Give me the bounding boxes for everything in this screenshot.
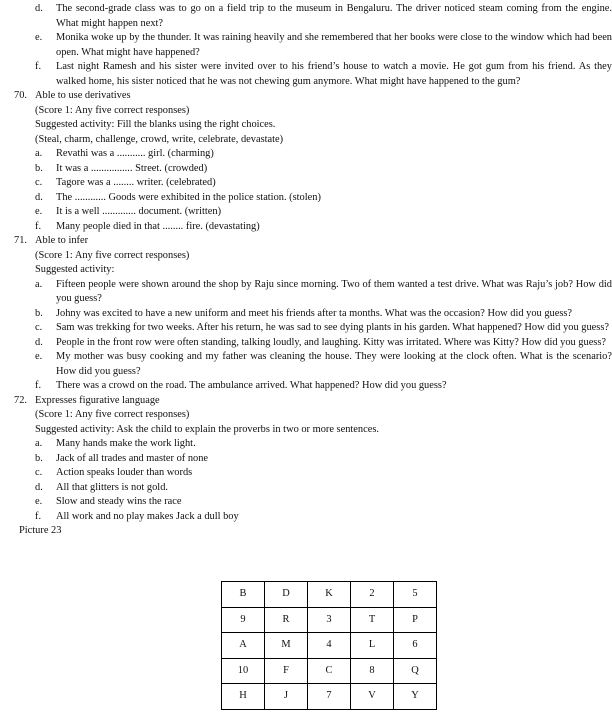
grid-cell: T — [351, 607, 394, 633]
list-item — [0, 307, 612, 322]
section-activity: Suggested activity: Fill the blanks using the right choices. — [35, 119, 276, 130]
grid-cell: 9 — [222, 607, 265, 633]
item-text: Last night Ramesh and his sister were invited over to his friend’s house to watch a movie. He got gum from his friend. As they walked home, his sister noticed that he was not chewing gum anymore. What might have happened to the gum? — [56, 61, 612, 87]
section-score: (Score 1: Any five correct responses) — [35, 104, 190, 116]
item-text: The second-grade class was to go on a field trip to the museum in Bengaluru. The driver noticed steam coming from the engine. What might happen next? — [56, 3, 612, 29]
section-heading — [0, 89, 612, 104]
section-activity: Suggested activity: Ask the child to explain the proverbs in two or more sentences. — [35, 423, 379, 435]
item-label: e. — [35, 206, 43, 217]
list-item — [0, 60, 612, 89]
item-label: f. — [35, 61, 42, 72]
grid-cell: D — [265, 582, 308, 608]
list-item — [0, 495, 612, 510]
section-score: (Score 1: Any five correct responses) — [35, 409, 190, 420]
list-item — [0, 336, 612, 351]
section-number: 71. — [14, 235, 27, 246]
item-label: e. — [35, 351, 43, 362]
list-item — [0, 191, 612, 206]
list-item — [0, 321, 612, 336]
grid-cell: A — [222, 633, 265, 659]
list-item — [0, 220, 612, 235]
grid-cell: 4 — [308, 633, 351, 659]
item-label: f. — [35, 380, 42, 391]
grid-row — [222, 684, 437, 710]
item-text: Fifteen people were shown around the shop by Raju since morning. Two of them wanted a test drive. What was Raju’s job? How did you guess? — [56, 278, 612, 304]
item-text: Revathi was a ........... girl. (charming) — [56, 148, 214, 159]
section-number: 72. — [14, 394, 27, 406]
item-text: Slow and steady wins the race — [56, 496, 182, 507]
letter-number-grid — [221, 581, 437, 710]
grid-cell: 2 — [351, 582, 394, 608]
grid-row — [222, 582, 437, 608]
grid-cell: 3 — [308, 607, 351, 633]
picture-caption: Picture 23 — [19, 525, 62, 536]
item-text: There was a crowd on the road. The ambulance arrived. What happened? How did you guess? — [56, 380, 447, 391]
list-item — [0, 437, 612, 452]
item-label: e. — [35, 32, 43, 43]
grid-cell: M — [265, 633, 308, 659]
item-label: d. — [35, 3, 43, 14]
item-label: f. — [35, 220, 42, 232]
item-text: My mother was busy cooking and my father was cleaning the house. They were looking at the clock often. What is the scenario? How did you guess? — [56, 351, 612, 377]
item-text: Action speaks louder than words — [56, 467, 193, 478]
item-text: It is a well ............. document. (written) — [56, 206, 222, 217]
section-score: (Score 1: Any five correct responses) — [35, 249, 190, 261]
grid-cell: 6 — [394, 633, 437, 659]
list-item — [0, 176, 612, 191]
item-label: d. — [35, 191, 43, 203]
item-label: c. — [35, 467, 43, 478]
grid-cell: V — [351, 684, 394, 710]
item-text: Many people died in that ........ fire. (devastating) — [56, 220, 260, 232]
list-item — [0, 31, 612, 60]
grid-cell: F — [265, 658, 308, 684]
item-text: Tagore was a ........ writer. (celebrated) — [56, 177, 216, 188]
list-item — [0, 2, 612, 31]
item-text: Monika woke up by the thunder. It was raining heavily and she remembered that her books were close to the window which had been open. What might have happened? — [56, 32, 612, 58]
item-label: f. — [35, 510, 42, 522]
item-label: b. — [35, 162, 43, 174]
grid-row — [222, 607, 437, 633]
item-label: a. — [35, 278, 43, 290]
list-item — [0, 379, 612, 394]
grid-cell: P — [394, 607, 437, 633]
item-text: All that glitters is not gold. — [56, 481, 168, 493]
section-choices: (Steal, charm, challenge, crowd, write, celebrate, devastate) — [35, 133, 284, 145]
item-text: Sam was trekking for two weeks. After his return, he was sad to see dying plants in his garden. What happened? How did you guess? — [56, 322, 609, 333]
item-label: a. — [35, 438, 43, 449]
grid-cell: L — [351, 633, 394, 659]
grid-cell: C — [308, 658, 351, 684]
grid-cell: 7 — [308, 684, 351, 710]
list-item — [0, 205, 612, 220]
item-label: c. — [35, 177, 43, 188]
item-text: Jack of all trades and master of none — [56, 452, 209, 464]
grid-cell: Q — [394, 658, 437, 684]
item-label: a. — [35, 148, 43, 159]
list-item — [0, 481, 612, 496]
item-text: People in the front row were often standing, talking loudly, and laughing. Kitty was irritated. Where was Kitty? How did you guess? — [56, 336, 607, 348]
grid-cell: 8 — [351, 658, 394, 684]
section-number: 70. — [14, 90, 27, 101]
grid-cell: 10 — [222, 658, 265, 684]
item-text: All work and no play makes Jack a dull boy — [56, 510, 239, 522]
list-item — [0, 162, 612, 177]
item-label: b. — [35, 307, 43, 319]
list-item — [0, 466, 612, 481]
item-label: b. — [35, 452, 43, 464]
list-item — [0, 510, 612, 525]
grid-cell: K — [308, 582, 351, 608]
list-item — [0, 452, 612, 467]
grid-cell: H — [222, 684, 265, 710]
item-label: d. — [35, 481, 43, 493]
grid-cell: B — [222, 582, 265, 608]
grid-cell: 5 — [394, 582, 437, 608]
item-text: Many hands make the work light. — [56, 438, 196, 449]
item-label: c. — [35, 322, 43, 333]
grid-row — [222, 658, 437, 684]
item-text: The ............ Goods were exhibited in the police station. (stolen) — [56, 191, 321, 203]
section-title: Expresses figurative language — [35, 394, 160, 406]
item-label: d. — [35, 336, 43, 348]
grid-row — [222, 633, 437, 659]
section-heading — [0, 234, 612, 249]
section-activity: Suggested activity: — [35, 264, 115, 275]
list-item — [0, 147, 612, 162]
document-page — [0, 2, 612, 539]
section-heading — [0, 394, 612, 409]
list-item — [0, 278, 612, 307]
grid-cell: R — [265, 607, 308, 633]
grid-cell: J — [265, 684, 308, 710]
item-label: e. — [35, 496, 43, 507]
section-title: Able to infer — [35, 235, 89, 246]
section-title: Able to use derivatives — [35, 90, 131, 101]
list-item — [0, 350, 612, 379]
item-text: It was a ................ Street. (crowded) — [56, 162, 208, 174]
item-text: Johny was excited to have a new uniform and meet his friends after ta months. What was the occasion? How did you guess? — [56, 307, 573, 319]
grid-cell: Y — [394, 684, 437, 710]
